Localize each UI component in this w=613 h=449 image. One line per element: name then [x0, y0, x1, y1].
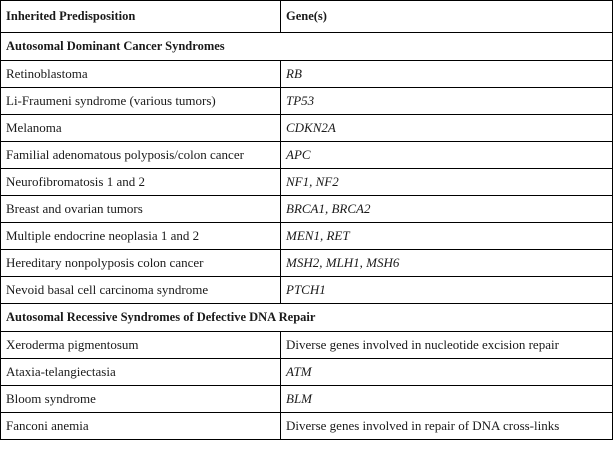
table-row: [1, 61, 613, 88]
condition-cell: Melanoma: [1, 115, 281, 142]
table-header-row: [1, 1, 613, 33]
condition-cell: Bloom syndrome: [1, 386, 281, 413]
table-row: [1, 359, 613, 386]
condition-cell: Familial adenomatous polyposis/colon cancer: [1, 142, 281, 169]
table-row: [1, 88, 613, 115]
table-row: [1, 196, 613, 223]
section-title: Autosomal Dominant Cancer Syndromes: [1, 33, 613, 61]
condition-cell: Retinoblastoma: [1, 61, 281, 88]
section-header-row: [1, 304, 613, 332]
condition-cell: Breast and ovarian tumors: [1, 196, 281, 223]
gene-cell: PTCH1: [281, 277, 613, 304]
section-header-row: [1, 33, 613, 61]
table-row: [1, 142, 613, 169]
condition-cell: Ataxia-telangiectasia: [1, 359, 281, 386]
gene-cell: Diverse genes involved in nucleotide excision repair: [281, 332, 613, 359]
header-inherited-predisposition: Inherited Predisposition: [1, 1, 281, 33]
gene-cell: CDKN2A: [281, 115, 613, 142]
table-body: [1, 33, 613, 440]
gene-cell: MEN1, RET: [281, 223, 613, 250]
condition-cell: Li-Fraumeni syndrome (various tumors): [1, 88, 281, 115]
table-row: [1, 332, 613, 359]
section-title: Autosomal Recessive Syndromes of Defective DNA Repair: [1, 304, 613, 332]
gene-cell: ATM: [281, 359, 613, 386]
table-row: [1, 386, 613, 413]
gene-cell: BLM: [281, 386, 613, 413]
condition-cell: Xeroderma pigmentosum: [1, 332, 281, 359]
table-row: [1, 413, 613, 440]
condition-cell: Hereditary nonpolyposis colon cancer: [1, 250, 281, 277]
gene-cell: NF1, NF2: [281, 169, 613, 196]
table-row: [1, 169, 613, 196]
gene-cell: MSH2, MLH1, MSH6: [281, 250, 613, 277]
gene-cell: APC: [281, 142, 613, 169]
condition-cell: Nevoid basal cell carcinoma syndrome: [1, 277, 281, 304]
gene-cell: RB: [281, 61, 613, 88]
gene-cell: BRCA1, BRCA2: [281, 196, 613, 223]
condition-cell: Fanconi anemia: [1, 413, 281, 440]
condition-cell: Neurofibromatosis 1 and 2: [1, 169, 281, 196]
gene-cell: Diverse genes involved in repair of DNA cross-links: [281, 413, 613, 440]
header-genes: Gene(s): [281, 1, 613, 33]
table-row: [1, 277, 613, 304]
table-row: [1, 115, 613, 142]
table-row: [1, 250, 613, 277]
table-row: [1, 223, 613, 250]
gene-cell: TP53: [281, 88, 613, 115]
condition-cell: Multiple endocrine neoplasia 1 and 2: [1, 223, 281, 250]
